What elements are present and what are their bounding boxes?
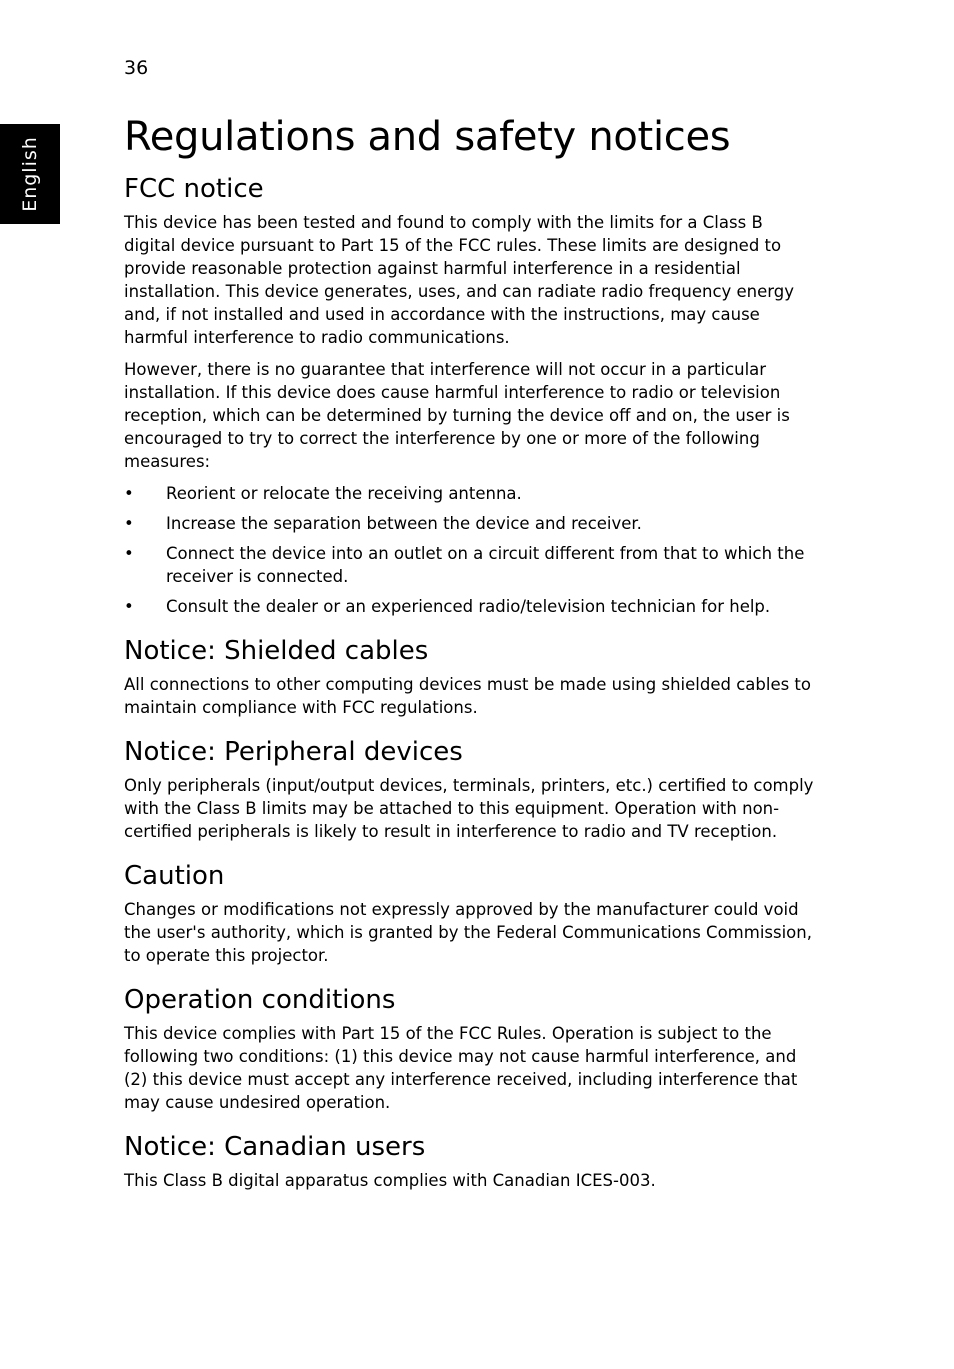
- bullet-icon: •: [124, 484, 134, 503]
- paragraph: Only peripherals (input/output devices, terminals, printers, etc.) certified to comply with the Class B limits may be attached to this equipment. Operation with non-certified peripherals is likely to result in interference to radio and TV reception.: [124, 776, 814, 841]
- bullet-icon: •: [124, 514, 134, 533]
- paragraph: This device has been tested and found to comply with the limits for a Class B digital device pursuant to Part 15 of the FCC rules. These limits are designed to provide reasonable protection against harmful interference in a residential installation. This device generates, uses, and can radiate radio frequency energy and, if not installed and used in accordance with the instructions, may cause harmful interference to radio communications.: [124, 213, 795, 347]
- section-shielded-cables: [124, 634, 814, 719]
- section-fcc-notice: [124, 172, 814, 618]
- section-caution: [124, 859, 814, 967]
- list-item-text: Reorient or relocate the receiving antenna.: [166, 484, 522, 503]
- list-item-text: Increase the separation between the device and receiver.: [166, 514, 642, 533]
- page-content: [124, 110, 814, 1208]
- section-heading: FCC notice: [124, 174, 264, 204]
- section-canadian-users: [124, 1130, 814, 1192]
- list-item: [124, 542, 814, 588]
- page-title: Regulations and safety notices: [124, 114, 731, 160]
- list-item: [124, 512, 814, 535]
- paragraph: This device complies with Part 15 of the FCC Rules. Operation is subject to the following two conditions: (1) this device may not cause harmful interference, and (2) this device must accept any interference received, including interference that may cause undesired operation.: [124, 1024, 798, 1112]
- section-heading: Notice: Peripheral devices: [124, 737, 463, 767]
- bullet-icon: •: [124, 597, 134, 616]
- language-tab-label: English: [19, 136, 41, 212]
- section-peripheral-devices: [124, 735, 814, 843]
- section-heading: Notice: Canadian users: [124, 1132, 426, 1162]
- list-item-text: Connect the device into an outlet on a circuit different from that to which the receiver is connected.: [166, 544, 805, 586]
- list-item-text: Consult the dealer or an experienced radio/television technician for help.: [166, 597, 771, 616]
- language-tab: [0, 124, 60, 224]
- section-heading: Operation conditions: [124, 985, 396, 1015]
- measures-list: [124, 482, 814, 618]
- section-heading: Notice: Shielded cables: [124, 636, 429, 666]
- paragraph: This Class B digital apparatus complies with Canadian ICES-003.: [124, 1171, 656, 1190]
- section-heading: Caution: [124, 861, 225, 891]
- paragraph: All connections to other computing devices must be made using shielded cables to maintain compliance with FCC regulations.: [124, 675, 811, 717]
- paragraph: However, there is no guarantee that interference will not occur in a particular installation. If this device does cause harmful interference to radio or television reception, which can be determined by turning the device off and on, the user is encouraged to try to correct the interference by one or more of the following measures:: [124, 360, 790, 471]
- page-number: 36: [124, 57, 149, 79]
- list-item: [124, 595, 814, 618]
- paragraph: Changes or modifications not expressly approved by the manufacturer could void the user's authority, which is granted by the Federal Communications Commission, to operate this projector.: [124, 900, 812, 965]
- section-operation-conditions: [124, 983, 814, 1114]
- bullet-icon: •: [124, 544, 134, 563]
- list-item: [124, 482, 814, 505]
